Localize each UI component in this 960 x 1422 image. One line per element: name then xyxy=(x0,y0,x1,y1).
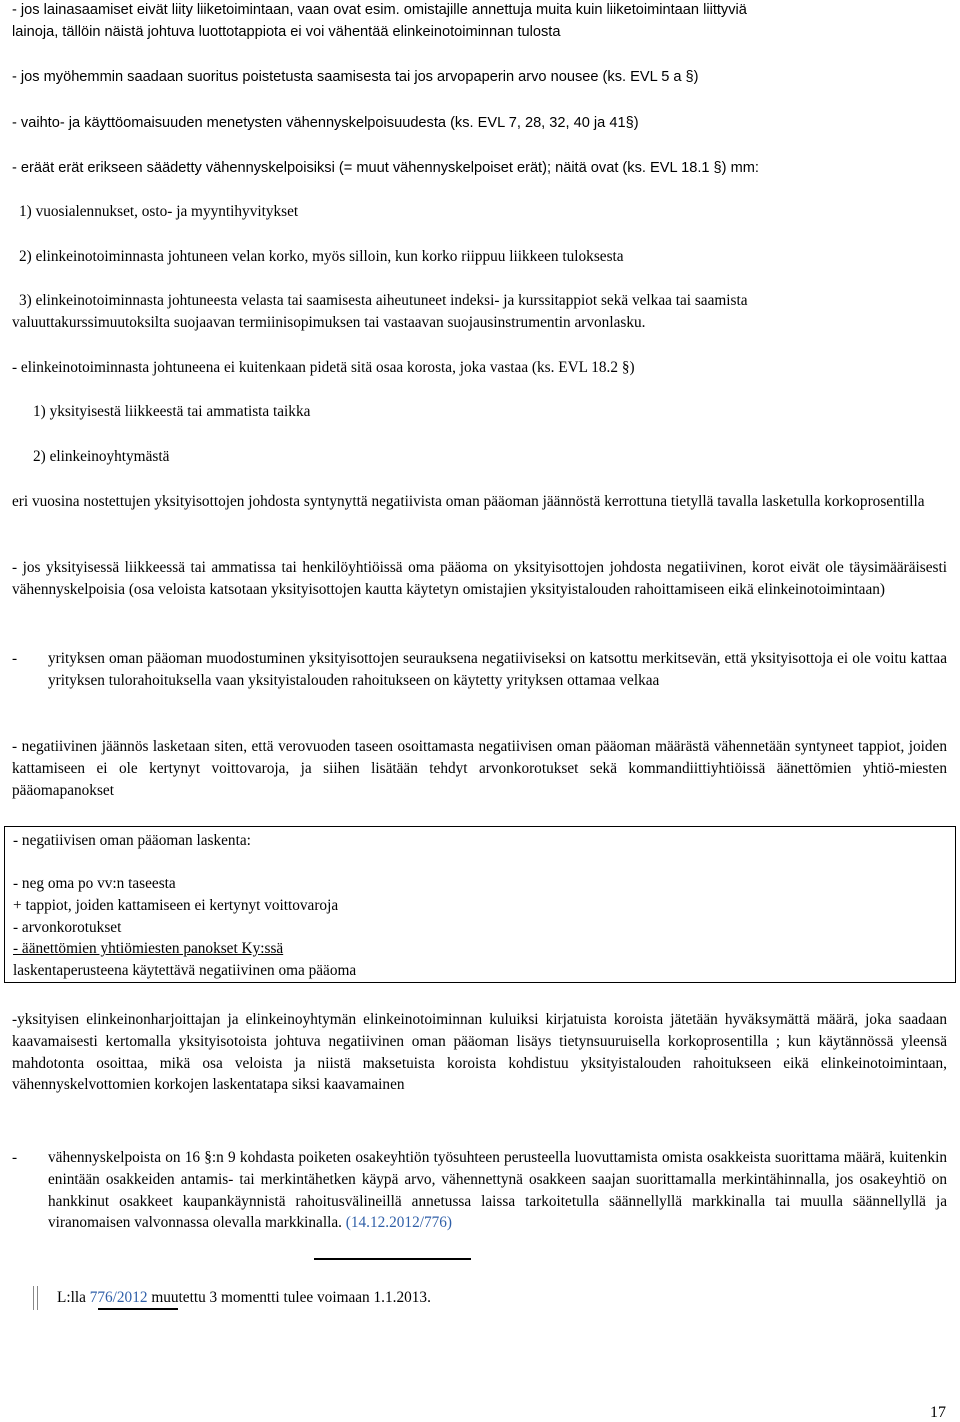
calculation-box xyxy=(4,826,956,983)
list-item: 2) elinkeinoyhtymästä xyxy=(33,448,170,465)
box-line: + tappiot, joiden kattamiseen ei kertynyt voittovaroja xyxy=(13,897,339,914)
list-item-continuation: valuuttakurssimuutoksilta suojaavan termiinisopimuksen tai vastaavan suojausinstrumentin arvonlasku. xyxy=(12,314,646,331)
text-line: lainoja, tällöin näistä johtuva luottotappiota ei voi vähentää elinkeinotoiminnan tulosta xyxy=(12,24,561,40)
paragraph: yrityksen oman pääoman muodostuminen yksityisottojen seurauksena negatiiviseksi on katsottu merkitsevän, että yksityisottoja ei ole voitu kattaa yrityksen tulorahoituksella vaan yksityistalouden rahoitukseen on käytetty yrityksen ottamaa velkaa xyxy=(48,650,947,689)
list-item: 2) elinkeinotoiminnasta johtuneen velan korko, myös silloin, kun korko riippuu liikkeen tuloksesta xyxy=(19,248,624,265)
text-line: - jos lainasaamiset eivät liity liiketoimintaan, vaan ovat esim. omistajille annettuja muita kuin liiketoimintaan liittyviä xyxy=(12,2,747,18)
box-title: - negatiivisen oman pääoman laskenta: xyxy=(13,832,251,849)
box-line: - arvonkorotukset xyxy=(13,919,122,936)
amendment-note xyxy=(57,1288,431,1308)
paragraph xyxy=(48,1147,947,1234)
bullet-dash: - xyxy=(12,1149,18,1166)
paragraph: eri vuosina nostettujen yksityisottojen johdosta syntynyttä negatiivista oman pääoman jäännöstä kerrottuna tietyllä tavalla lasketulla korkoprosentilla xyxy=(12,493,925,510)
list-item: 1) vuosialennukset, osto- ja myyntihyvitykset xyxy=(19,203,299,220)
paragraph: -yksityisen elinkeinonharjoittajan ja elinkeinoyhtymän elinkeinotoiminnan kuluiksi kirjatuista koroista jätetään hyväksymättä määrä, joka saadaan kaavamaisesti kertomalla yksityisotoista johtuva negatiivinen oman pääoman lisäys tietynsuuruisella korkoprosentilla ; kun käytännössä yleensä mahdotonta osoittaa, mikä osa veloista ja niistä maksetuista koroista kohdistuu yksityistalouden rahoitukseen eikä elinkeinotoimintaan, vähennyskelvottomien korkojen laskentatapa siksi kaavamainen xyxy=(12,1011,947,1094)
amendment-suffix: muutettu 3 momentti tulee voimaan 1.1.2013. xyxy=(151,1289,431,1306)
box-line: - neg oma po vv:n taseesta xyxy=(13,875,176,892)
box-line: - äänettömien yhtiömiesten panokset Ky:ssä xyxy=(13,940,284,957)
box-result: laskentaperusteena käytettävä negatiivinen oma pääoma xyxy=(13,962,357,979)
link-underline xyxy=(98,1308,178,1310)
list-item: 1) yksityisestä liikkeestä tai ammatista taikka xyxy=(33,403,311,420)
margin-bar xyxy=(37,1286,38,1310)
law-link[interactable]: 776/2012 xyxy=(89,1289,148,1306)
text-line: - elinkeinotoiminnasta johtuneena ei kuitenkaan pidetä sitä osaa korosta, joka vastaa (ks. EVL 18.2 §) xyxy=(12,359,635,376)
bullet-dash: - xyxy=(12,650,18,667)
paragraph-text: vähennyskelpoista on 16 §:n 9 kohdasta poiketen osakeyhtiön työsuhteen perusteella luovuttamista omista osakkeista suorittama määrä, kuitenkin enintään osakkeiden antamis- tai merkintähetken käypä arvo, vähennettynä osakkeen saajan suorittamalla merkintähinnalla, jos osakeyhtiö on hankkinut osakkeet kaupankäynnistä rahoitusvälineillä annetussa laissa tarkoitetulla säännellyllä markkinalla tai muulla säännellyllä ja viranomaisen valvonnassa olevalla markkinalla. xyxy=(48,1149,947,1232)
margin-bar xyxy=(33,1286,34,1310)
text-line: - vaihto- ja käyttöomaisuuden menetysten vähennyskelpoisuudesta (ks. EVL 7, 28, 32, 40 ja 41§) xyxy=(12,115,639,131)
paragraph: - negatiivinen jäännös lasketaan siten, että verovuoden taseen osoittamasta negatiivisen oman pääoman määrästä vähennetään syntyneet tappiot, joiden kattamiseen ei ole kertynyt voittovaroja, ja siihen lisätään tehdyt arvonkorotukset sekä kommandiittiyhtiöissä äänettömien yhtiö-miesten pääomapanokset xyxy=(12,738,947,799)
list-item: 3) elinkeinotoiminnasta johtuneesta velasta tai saamisesta aiheutuneet indeksi- ja kurssitappiot sekä velkaa tai saamista xyxy=(19,292,748,309)
paragraph: - jos yksityisessä liikkeessä tai ammatissa tai henkilöyhtiöissä oma pääoma on yksityisottojen johdosta negatiivinen, korot eivät ole täysimääräisesti vähennyskelpoisia (osa veloista katsotaan yksityisottojen kautta käytetyn omistajien yksityistalouden rahoittamiseen eikä elinkeinotoimintaan) xyxy=(12,559,947,598)
page-number: 17 xyxy=(930,1404,946,1421)
text-line: - jos myöhemmin saadaan suoritus poistetusta saamisesta tai jos arvopaperin arvo nousee (ks. EVL 5 a §) xyxy=(12,69,699,85)
amendment-link[interactable]: (14.12.2012/776) xyxy=(345,1214,453,1232)
text-line: - eräät erät erikseen säädetty vähennyskelpoisiksi (= muut vähennyskelpoiset erät); näitä ovat (ks. EVL 18.1 §) mm: xyxy=(12,160,759,176)
link-underline xyxy=(314,1258,471,1260)
amendment-prefix: L:lla xyxy=(57,1289,86,1306)
